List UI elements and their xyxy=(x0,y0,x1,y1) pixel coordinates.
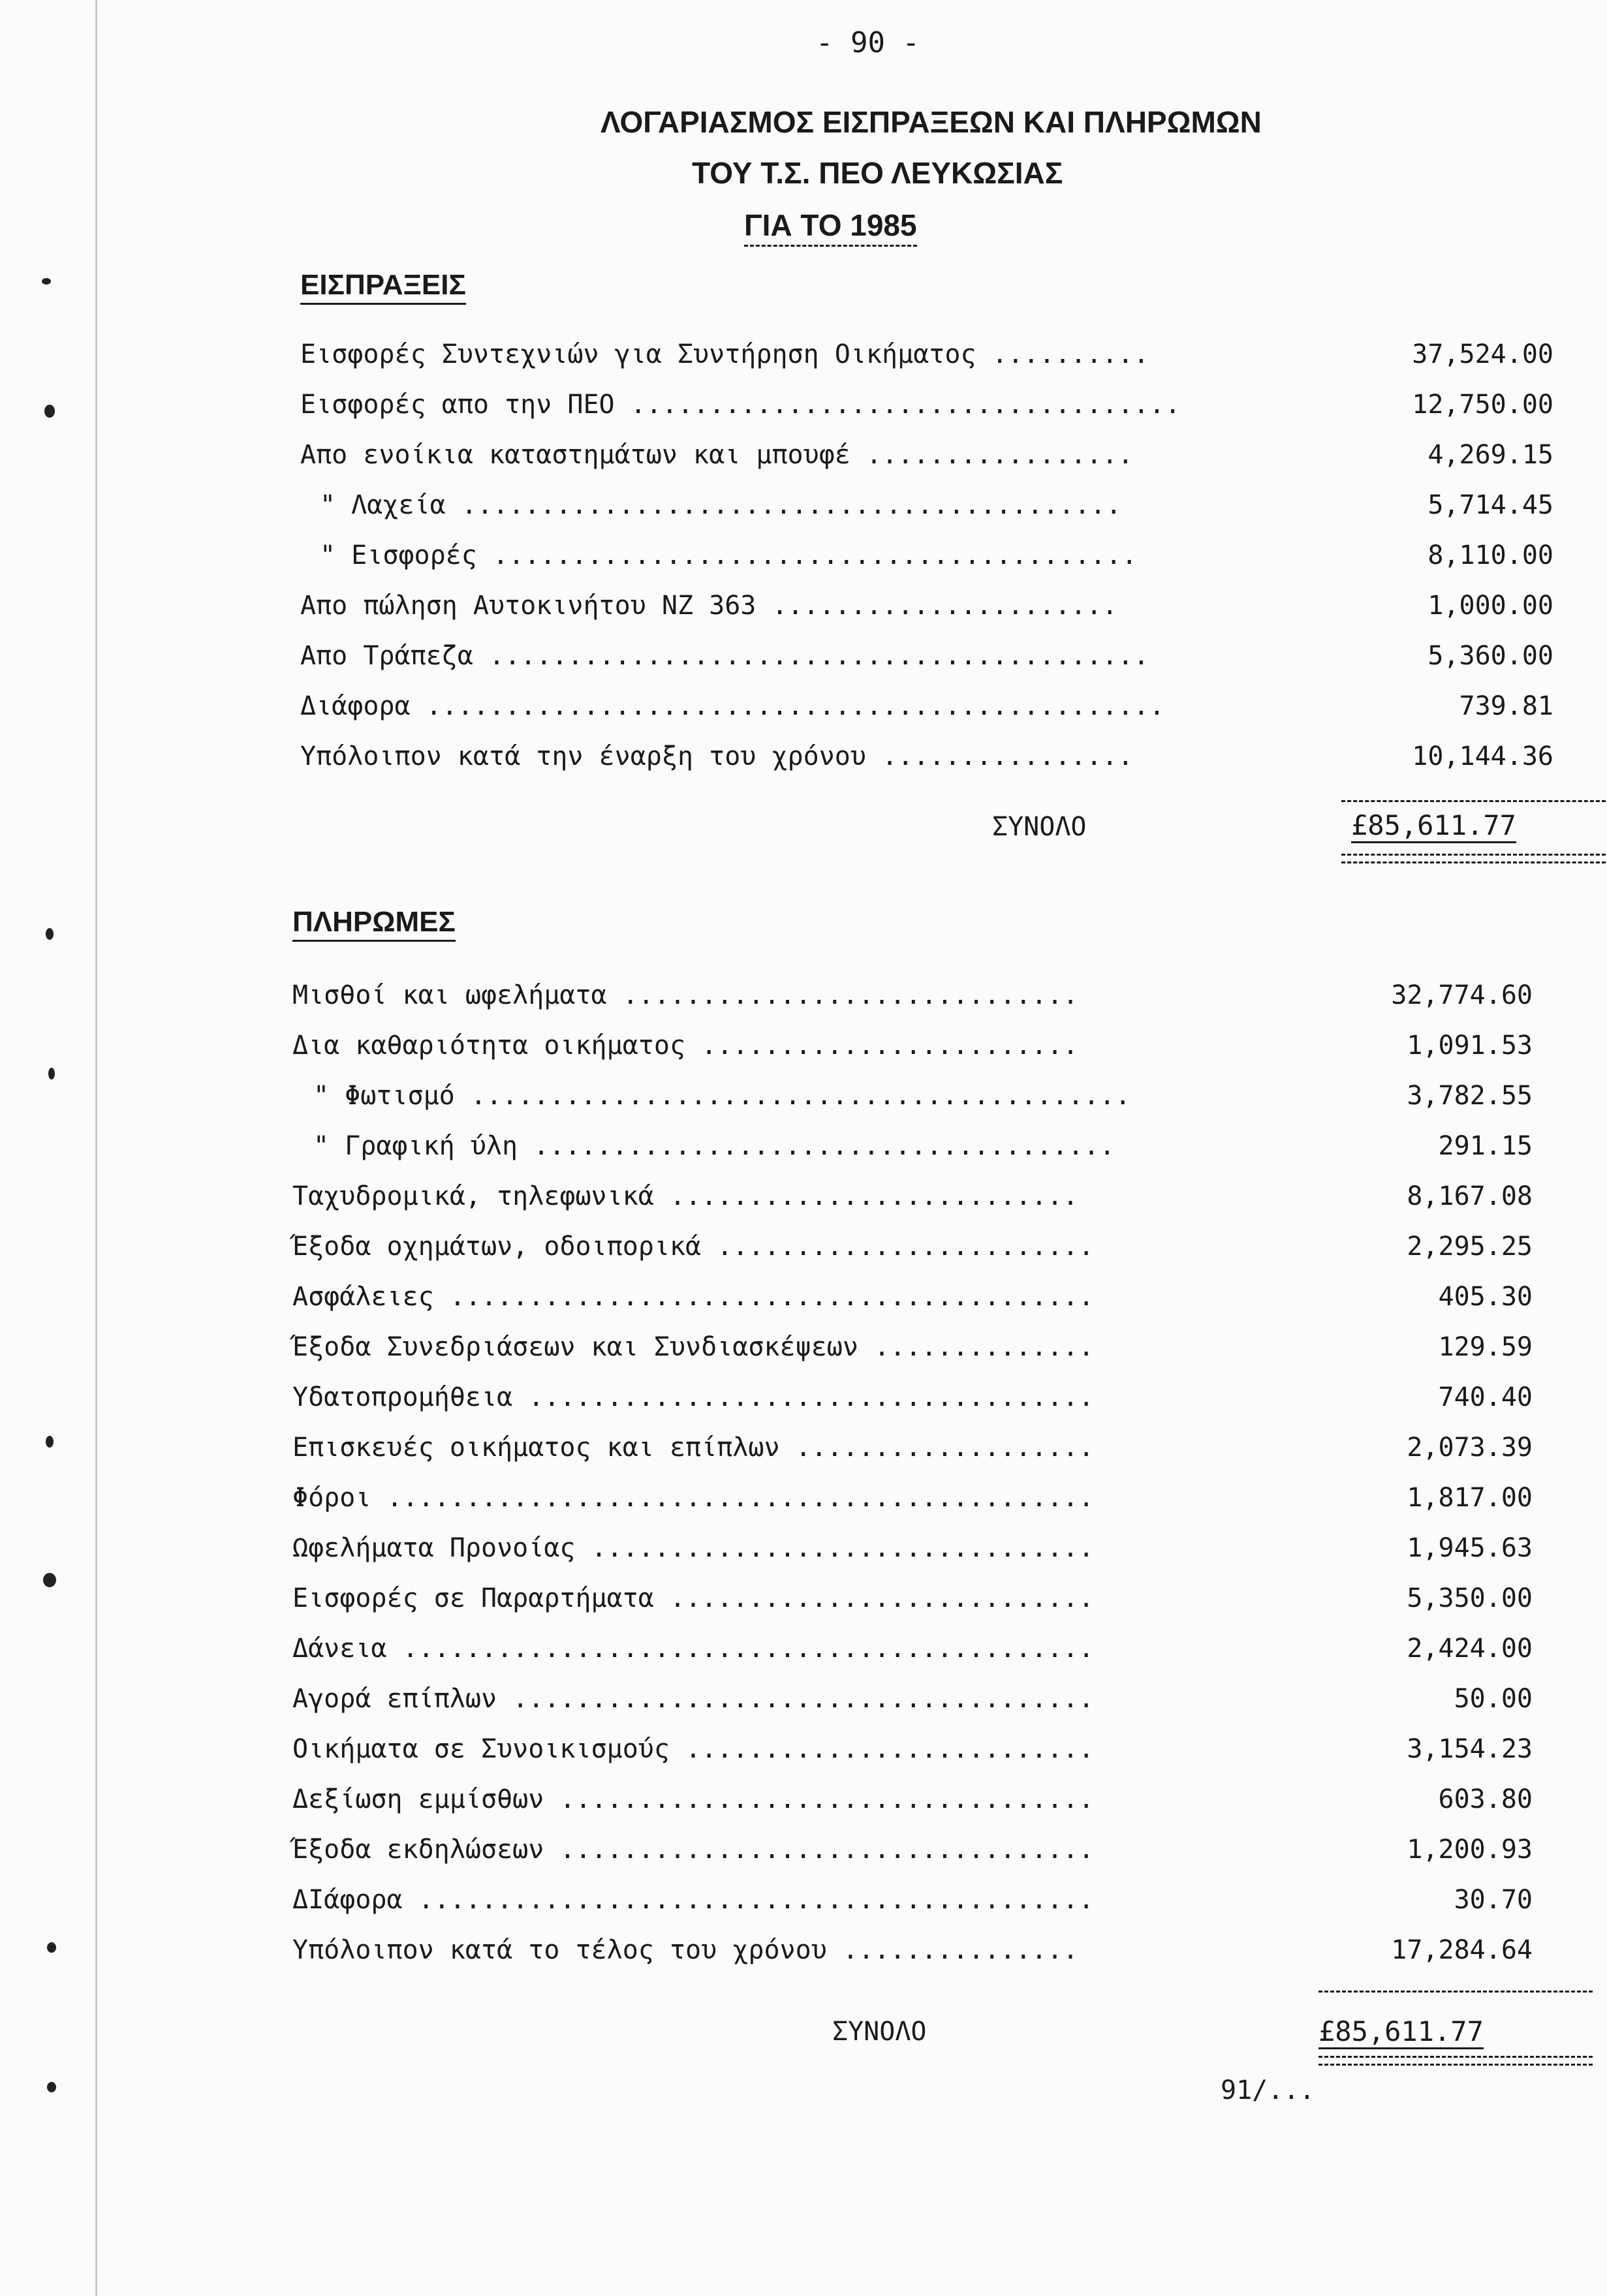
payment-row xyxy=(292,1232,1533,1271)
receipt-row xyxy=(300,591,1553,630)
payment-amount: 3,154.23 xyxy=(1407,1734,1533,1764)
payment-amount: 1,091.53 xyxy=(1407,1031,1533,1061)
payment-amount: 603.80 xyxy=(1438,1784,1533,1814)
receipt-amount: 739.81 xyxy=(1459,691,1553,721)
payment-amount: 291.15 xyxy=(1438,1131,1533,1161)
payment-label: Έξοδα εκδηλώσεων .................................. xyxy=(292,1835,1095,1865)
receipt-label: Διάφορα ............................................... xyxy=(300,691,1165,721)
payment-row xyxy=(292,1583,1533,1622)
payment-amount: 32,774.60 xyxy=(1391,980,1533,1010)
receipt-amount: 1,000.00 xyxy=(1428,591,1553,621)
payment-label: Δεξίωση εμμίσθων .................................. xyxy=(292,1784,1095,1814)
continuation-marker: 91/... xyxy=(1221,2075,1315,2105)
payment-row xyxy=(292,1031,1533,1070)
total-double-rule xyxy=(1341,854,1606,856)
payment-amount: 2,424.00 xyxy=(1407,1634,1533,1664)
payments-total-value: £85,611.77 xyxy=(1318,2015,1484,2049)
total-double-rule xyxy=(1318,2056,1593,2058)
receipt-amount: 37,524.00 xyxy=(1412,339,1553,369)
scan-speck xyxy=(47,1942,56,1953)
payment-row xyxy=(292,1634,1533,1673)
payment-amount: 8,167.08 xyxy=(1407,1181,1533,1211)
scan-speck xyxy=(46,1436,54,1448)
payment-row xyxy=(292,1784,1533,1823)
payment-amount: 1,817.00 xyxy=(1407,1483,1533,1513)
scan-speck xyxy=(46,928,54,940)
receipts-total-value: £85,611.77 xyxy=(1351,809,1516,843)
receipts-total-label: ΣΥΝΟΛΟ xyxy=(992,812,1087,842)
payment-label: Υπόλοιπον κατά το τέλος του χρόνου ............... xyxy=(292,1935,1079,1965)
receipt-label: " Εισφορές ......................................... xyxy=(320,540,1138,570)
payment-row xyxy=(313,1081,1533,1120)
payment-label: Αγορά επίπλων ..................................... xyxy=(292,1684,1095,1714)
payment-row xyxy=(292,1533,1533,1572)
scan-speck xyxy=(48,1068,55,1079)
receipt-row xyxy=(300,691,1553,730)
payment-amount: 5,350.00 xyxy=(1407,1583,1533,1613)
payment-label: ΔΙάφορα ........................................... xyxy=(292,1885,1095,1915)
scan-speck xyxy=(44,405,55,418)
payments-total-amount xyxy=(1318,2015,1484,2047)
payments-heading: ΠΛΗΡΩΜΕΣ xyxy=(292,906,456,942)
payment-label: Εισφορές σε Παραρτήματα ........................... xyxy=(292,1583,1095,1613)
receipt-label: Απο ενοίκια καταστημάτων και μπουφέ ................. xyxy=(300,440,1134,470)
payment-label: " Γραφική ύλη ..................................... xyxy=(313,1131,1116,1161)
payment-amount: 1,945.63 xyxy=(1407,1533,1533,1563)
scan-speck xyxy=(42,278,51,285)
receipt-row xyxy=(300,339,1553,379)
receipt-row xyxy=(300,741,1553,781)
page-edge-line xyxy=(95,0,97,2296)
payment-label: Υδατοπρομήθεια .................................... xyxy=(292,1382,1095,1412)
receipts-total-amount xyxy=(1351,809,1516,841)
payment-label: Έξοδα Συνεδριάσεων και Συνδιασκέψεων .............. xyxy=(292,1332,1095,1362)
receipt-row xyxy=(300,390,1553,429)
scan-speck xyxy=(43,1573,56,1587)
total-double-rule xyxy=(1318,2064,1593,2066)
receipt-label: Απο Τράπεζα .......................................... xyxy=(300,641,1149,671)
payment-label: Έξοδα οχημάτων, οδοιπορικά ........................ xyxy=(292,1232,1095,1262)
payment-label: Δάνεια ............................................ xyxy=(292,1634,1095,1664)
document-title-line-1: ΛΟΓΑΡΙΑΣΜΟΣ ΕΙΣΠΡΑΞΕΩΝ ΚΑΙ ΠΛΗΡΩΜΩΝ xyxy=(601,105,1262,139)
receipt-amount: 8,110.00 xyxy=(1428,540,1553,570)
receipt-row xyxy=(320,540,1553,580)
payment-label: Μισθοί και ωφελήματα ............................. xyxy=(292,980,1079,1010)
receipt-amount: 12,750.00 xyxy=(1412,390,1553,420)
payment-row xyxy=(313,1131,1533,1170)
receipt-row xyxy=(300,440,1553,479)
payment-row xyxy=(292,1332,1533,1371)
receipt-amount: 10,144.36 xyxy=(1412,741,1553,771)
payment-amount: 740.40 xyxy=(1438,1382,1533,1412)
payment-row xyxy=(292,980,1533,1019)
document-year-title: ΓΙΑ ΤΟ 1985 xyxy=(744,208,917,247)
receipt-amount: 5,360.00 xyxy=(1428,641,1553,671)
payment-row xyxy=(292,1433,1533,1472)
payment-label: Ωφελήματα Προνοίας ................................ xyxy=(292,1533,1095,1563)
document-title-line-2: ΤΟΥ Τ.Σ. ΠΕΟ ΛΕΥΚΩΣΙΑΣ xyxy=(692,156,1063,190)
payment-row xyxy=(292,1935,1533,1974)
payment-row xyxy=(292,1684,1533,1723)
total-double-rule xyxy=(1341,861,1606,863)
scan-speck xyxy=(47,2082,56,2092)
payment-label: Ταχυδρομικά, τηλεφωνικά .......................... xyxy=(292,1181,1079,1211)
payment-row xyxy=(292,1181,1533,1220)
payment-label: Οικήματα σε Συνοικισμούς .......................... xyxy=(292,1734,1095,1764)
payment-amount: 405.30 xyxy=(1438,1282,1533,1312)
payment-row xyxy=(292,1282,1533,1321)
payment-amount: 1,200.93 xyxy=(1407,1835,1533,1865)
payment-amount: 3,782.55 xyxy=(1407,1081,1533,1111)
payment-label: Επισκευές οικήματος και επίπλων ................... xyxy=(292,1433,1095,1463)
receipt-label: " Λαχεία .......................................... xyxy=(320,490,1122,520)
subtotal-rule xyxy=(1318,1991,1593,1993)
payment-label: Φόροι ............................................. xyxy=(292,1483,1095,1513)
payment-label: " Φωτισμό .......................................... xyxy=(313,1081,1131,1111)
receipt-label: Υπόλοιπον κατά την έναρξη του χρόνου ................ xyxy=(300,741,1134,771)
page-number: - 90 - xyxy=(816,26,920,59)
payment-amount: 30.70 xyxy=(1454,1885,1533,1915)
payment-row xyxy=(292,1885,1533,1924)
payment-amount: 50.00 xyxy=(1454,1684,1533,1714)
payment-row xyxy=(292,1382,1533,1421)
receipt-label: Εισφορές απο την ΠΕΟ ................................... xyxy=(300,390,1181,420)
payment-amount: 2,295.25 xyxy=(1407,1232,1533,1262)
payment-label: Δια καθαριότητα οικήματος ........................ xyxy=(292,1031,1079,1061)
receipt-row xyxy=(320,490,1553,529)
subtotal-rule xyxy=(1341,800,1606,802)
receipt-label: Εισφορές Συντεχνιών για Συντήρηση Οικήματος .......... xyxy=(300,339,1149,369)
payment-row xyxy=(292,1835,1533,1874)
payment-amount: 129.59 xyxy=(1438,1332,1533,1362)
payment-amount: 2,073.39 xyxy=(1407,1433,1533,1463)
receipt-label: Απο πώληση Αυτοκινήτου ΝΖ 363 ...................... xyxy=(300,591,1118,621)
receipt-amount: 4,269.15 xyxy=(1428,440,1553,470)
payments-total-label: ΣΥΝΟΛΟ xyxy=(832,2017,927,2047)
document-title-line-3 xyxy=(744,208,917,243)
payment-label: Ασφάλειες ......................................... xyxy=(292,1282,1095,1312)
receipt-row xyxy=(300,641,1553,680)
receipts-heading: ΕΙΣΠΡΑΞΕΙΣ xyxy=(300,269,466,305)
receipt-amount: 5,714.45 xyxy=(1428,490,1553,520)
payment-row xyxy=(292,1483,1533,1522)
payment-amount: 17,284.64 xyxy=(1391,1935,1533,1965)
payment-row xyxy=(292,1734,1533,1773)
